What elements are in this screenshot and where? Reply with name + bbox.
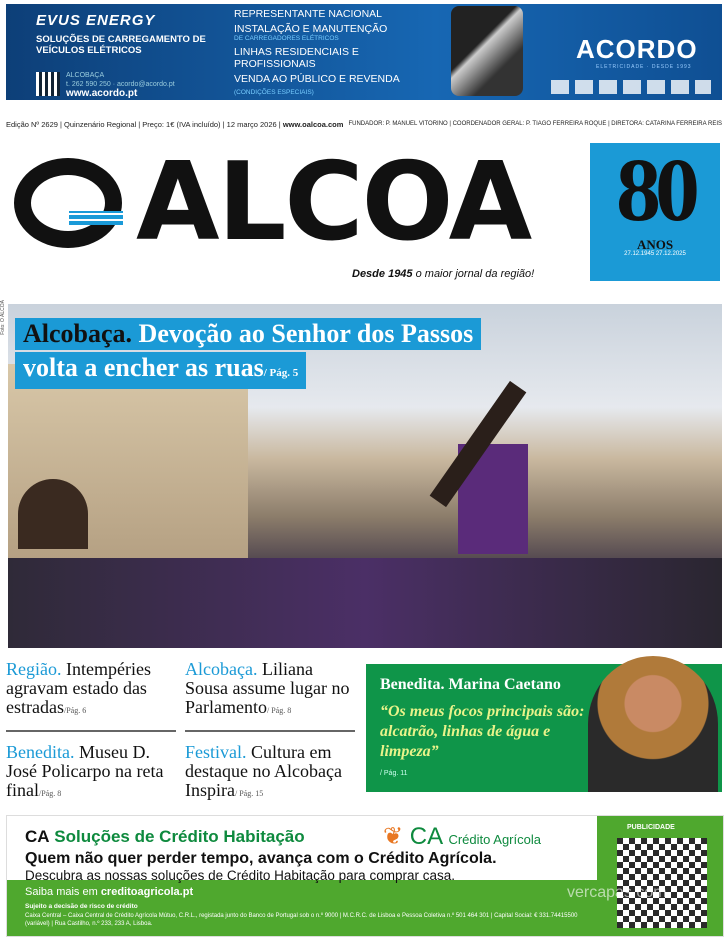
qr-code-icon (36, 72, 60, 96)
watermark: vercapas.com (567, 884, 667, 901)
publicidade-label: PUBLICIDADE (627, 824, 675, 831)
ad-feature-list (234, 8, 439, 100)
news-item[interactable]: Alcobaça. Liliana Sousa assume lugar no Parlamento/ Pág. 8 (185, 659, 350, 717)
ad-website[interactable]: www.acordo.pt (66, 88, 138, 99)
logo-o-icon (14, 158, 122, 248)
divider (185, 730, 355, 732)
credito-agricola-logo: ❦ CA Crédito Agrícola (383, 823, 541, 850)
ev-charger-image (451, 6, 523, 96)
top-advertisement[interactable] (6, 4, 722, 100)
portrait-photo (588, 656, 718, 792)
website-link[interactable]: www.oalcoa.com (282, 120, 344, 129)
anniversary-badge: 80 ANOS 27.12.1945 27.12.2025 (590, 143, 720, 281)
divider (6, 730, 176, 732)
acordo-subtitle: ELETRICIDADE · DESDE 1993 (596, 64, 692, 70)
ad-solutions-text: SOLUÇÕES DE CARREGAMENTO DE VEÍCULOS ELÉTRICOS (36, 34, 206, 56)
photo-credit: Foto: O ALCOA (0, 300, 6, 335)
ad-line2: Descubra as nossas soluções de Crédito Habitação para comprar casa. (25, 868, 455, 883)
ad-legal: Caixa Central – Caixa Central de Crédito Agrícola Mútuo, C.R.L., registada junto do Banco de Portugal sob o n.º 9000 | M.C.R.C. de Lisboa e Pessoa Coletiva n.º 501 464 301 | Capital Social: € 331.74415500 (variável) | Rua Castilho, n.º 233, 233 A, Lisboa. (25, 913, 578, 927)
ad-feature: REPRESENTANTE NACIONAL (234, 8, 382, 20)
feature-page: / Pág. 11 (380, 770, 408, 777)
news-item[interactable]: Região. Intempéries agravam estado das estradas/Pág. 6 (6, 659, 151, 717)
procession-crowd (8, 558, 722, 648)
certification-icons (551, 80, 711, 94)
leaf-icon: ❦ (383, 823, 404, 850)
ad-more-link[interactable]: Saiba mais em creditoagricola.pt (25, 886, 194, 898)
bottom-advertisement[interactable] (6, 815, 724, 937)
feature-title: Benedita. Marina Caetano (380, 676, 561, 693)
ad-feature: VENDA AO PÚBLICO E REVENDA (CONDIÇÕES ESPECIAIS) (234, 73, 400, 96)
newspaper-logo[interactable]: ALCOA (14, 148, 530, 258)
lead-headline-line1[interactable]: Alcobaça. Devoção ao Senhor dos Passos (15, 318, 481, 350)
feature-box[interactable] (366, 664, 722, 792)
edition-info: Edição Nº 2629 | Quinzenário Regional | Preço: 1€ (IVA incluído) | 12 março 2026 | www.oalcoa.com (6, 120, 344, 129)
feature-quote: “Os meus focos principais são: alcatrão, linhas de água e limpeza” (380, 703, 585, 760)
lead-headline-line2[interactable]: volta a encher as ruas/ Pág. 5 (15, 352, 306, 389)
tagline: Desde 1945 o maior jornal da região! (352, 268, 535, 280)
ad-feature: INSTALAÇÃO E MANUTENÇÃO DE CARREGADORES ELÉTRICOS (234, 23, 388, 42)
news-item[interactable]: Festival. Cultura em destaque no Alcobaça Inspira/ Pág. 15 (185, 742, 342, 800)
staff-credits: FUNDADOR: P. MANUEL VITORINO | COORDENADOR GERAL: P. TIAGO FERREIRA ROQUE | DIRETORA: CATARINA FERREIRA REIS (348, 121, 722, 127)
ad-headline: CA Soluções de Crédito Habitação (25, 827, 305, 846)
news-item[interactable]: Benedita. Museu D. José Policarpo na reta final/Pág. 8 (6, 742, 164, 800)
ad-disclaimer: Sujeito a decisão de risco de crédito (25, 903, 138, 910)
acordo-logo: ACORDO (576, 34, 698, 64)
evus-logo: EVUS ENERGY (36, 12, 156, 29)
church-door (18, 479, 88, 549)
ad-feature: LINHAS RESIDENCIAIS E PROFISSIONAIS (234, 46, 359, 70)
ad-line1: Quem não quer perder tempo, avança com o Crédito Agrícola. (25, 850, 497, 867)
ad-contact: ALCOBAÇA t. 262 590 250 · acordo@acordo.pt (66, 72, 175, 88)
qr-code-icon[interactable] (617, 838, 707, 928)
